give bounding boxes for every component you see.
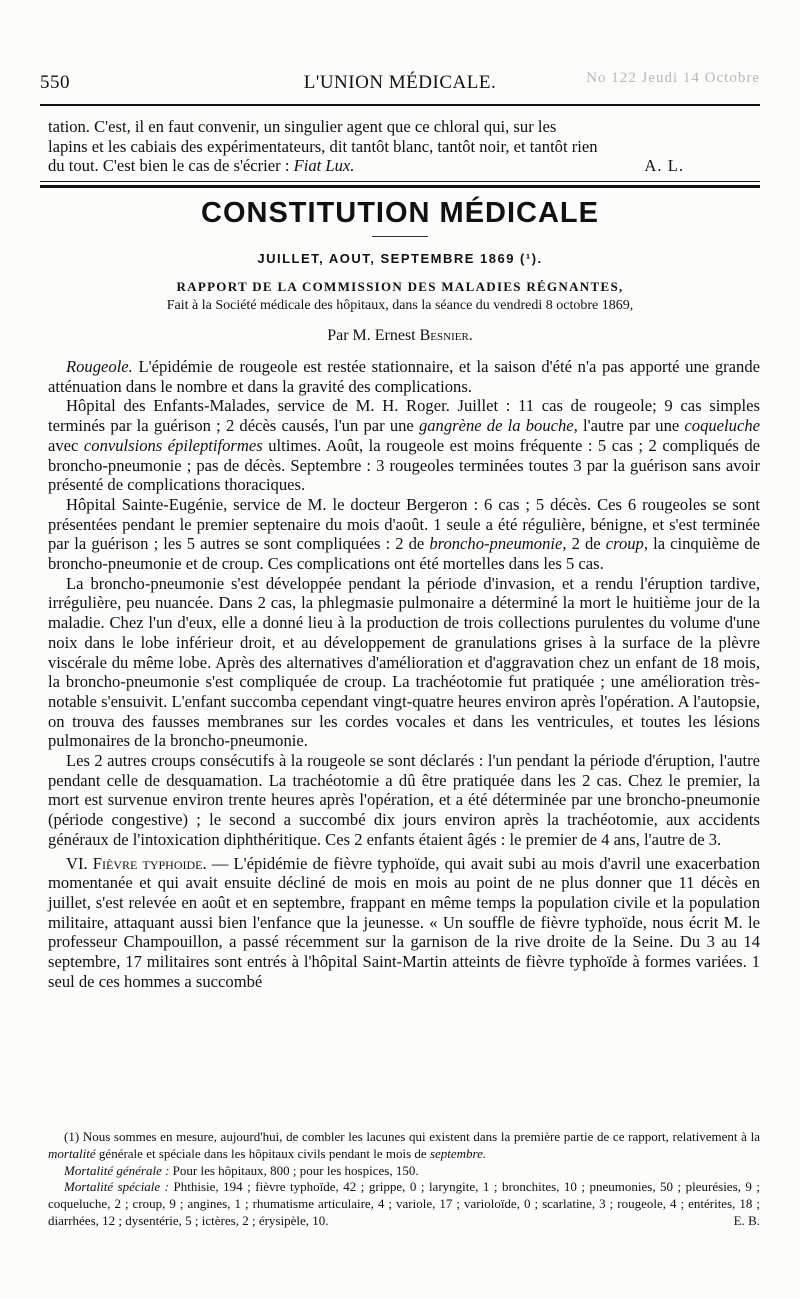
- report-title: RAPPORT DE LA COMMISSION DES MALADIES RÉGNANTES,: [176, 279, 624, 294]
- section-rule-top: [40, 181, 760, 182]
- emphasis: croup,: [605, 534, 648, 554]
- topic-fievre-typhoide: Fièvre typhoide.: [92, 853, 207, 873]
- report-venue: Fait à la Société médicale des hôpitaux, dans la séance du vendredi 8 octobre 1869,: [166, 298, 634, 313]
- page-number: 550: [40, 72, 70, 93]
- section-number: VI.: [66, 853, 93, 873]
- section-months: JUILLET, AOUT, SEPTEMBRE 1869 (¹).: [257, 251, 543, 266]
- intro-line: lapins et les cabiais des expérimentateurs, dit tantôt blanc, tantôt noir, et tantôt rien: [48, 136, 598, 156]
- paragraph-fievre-typhoide: [48, 854, 760, 992]
- emphasis: broncho-pneumonie,: [429, 534, 567, 554]
- intro-block: [48, 117, 760, 176]
- emphasis: Mortalité spéciale :: [64, 1179, 170, 1195]
- paragraph-rougeole: [48, 357, 760, 396]
- paragraph-text: Hôpital Sainte-Eugénie, service de M. le docteur Bergeron : 6 cas ; 5 décès. Ces 6 rougeoles se sont présentées pendant le premier septenaire du mois d'août. 1 seule a été régulière, bénigne, et s'est terminée par la guérison ; les 5 autres se sont compliquées : 2 de: [48, 494, 760, 554]
- footnotes: [48, 1129, 760, 1230]
- title-underline: [372, 236, 428, 237]
- footnote-signature: E. B.: [733, 1212, 760, 1228]
- header-rule: [40, 104, 760, 106]
- section-rule-bottom: [40, 185, 760, 188]
- emphasis: coqueluche: [684, 416, 760, 436]
- topic-rougeole: Rougeole.: [66, 357, 133, 376]
- footnote-text: Phthisie, 194 ; fièvre typhoïde, 42 ; grippe, 0 ; laryngite, 1 ; bronchites, 10 ; pneumonies, 50 ; pleurésies, 9 ; coqueluche, 2 ; croup, 9 ; angines, 1 ; rhumatisme articulaire, 4 ; variole, 17 ; varioloïde, 0 ; scarlatine, 3 ; rougeole, 4 ; entérites, 18 ; diarrhées, 12 ; dysentérie, 5 ; ictères, 2 ; érysipèle, 10.: [48, 1179, 760, 1228]
- emphasis: gangrène de la bouche,: [418, 416, 578, 436]
- emphasis: mortalité: [48, 1145, 96, 1161]
- emphasis: septembre.: [429, 1145, 487, 1161]
- paragraph-enfants-malades: [48, 396, 760, 495]
- paragraph-text: Hôpital des Enfants-Malades, service de M. H. Roger. Juillet : 11 cas de rougeole; 9 cas simples terminés par la guérison ; 2 décès causés, l'un par une: [48, 396, 760, 436]
- bleed-through-text: No 122 Jeudi 14 Octobre: [586, 70, 760, 86]
- paragraph-broncho-pneumonie: La broncho-pneumonie s'est développée pendant la période d'invasion, et a rendu l'éruption tardive, irrégulière, peu nuancée. Dans 2 cas, la phlegmasie pulmonaire a déterminé la mort le huitième jour de la maladie. Chez l'un d'eux, elle a donné lieu à la production de trois collections purulentes du volume d'une noix dans le lobe inférieur droit, et au développement de granulations grises à la surface de la plèvre viscérale du même lobe. Après des alternatives d'amélioration et d'aggravation chez un enfant de 18 mois, la broncho-pneumonie s'est compliquée de croup. La trachéotomie fut pratiquée ; une amélioration très-notable s'ensuivit. L'enfant succomba cependant vingt-quatre heures environ après l'opération. A l'autopsie, on trouva des fausses membranes sur les cordes vocales et dans les ventricules, et toutes les lésions pulmonaires de la broncho-pneumonie.: [48, 573, 760, 751]
- intro-line: tation. C'est, il en faut convenir, un singulier agent que ce chloral qui, sur les: [48, 117, 557, 136]
- footnote-1: [48, 1129, 760, 1163]
- paragraph-text: ultimes. Août, la rougeole est moins fréquente : 5 cas ; 2 compliqués de broncho-pneumonie ; pas de décès. Septembre : 3 rougeoles terminées toutes 3 par la guérison sans avoir présenté de complications thoraciques.: [48, 435, 761, 495]
- paragraph-sainte-eugenie: [48, 495, 760, 574]
- intro-signature: A. L.: [644, 156, 684, 176]
- paragraph-text: 2 de: [566, 534, 606, 554]
- author-name: Besnier.: [419, 327, 473, 344]
- footnote-text: (1) Nous sommes en mesure, aujourd'hui, de combler les lacunes qui existent dans la première partie de ce rapport, relativement à la: [64, 1129, 760, 1144]
- footnote-mortalite-speciale: [48, 1179, 760, 1229]
- paragraph-text: avec: [48, 435, 84, 455]
- report-author: [40, 327, 760, 345]
- intro-line: [48, 156, 760, 176]
- paragraph-text: — L'épidémie de fièvre typhoïde, qui avait subi au mois d'avril une exacerbation momentanée et qui avait ensuite décliné de mois en mois au point de ne plus donner que 11 décès en juillet, s'est relevée en août et en septembre, frappant en même temps la population civile et la population militaire, attaquant aussi bien l'enfance que la jeunesse. « Un souffle de fièvre typhoïde, nous écrit M. le professeur Champouillon, a passé récemment sur la garnison de la rive droite de la Seine. Du 3 au 14 septembre, 17 militaires sont entrés à l'hôpital Saint-Martin atteints de fièvre typhoïde à formes variées. 1 seul de ces hommes a succombé: [48, 853, 760, 991]
- footnote-text: Pour les hôpitaux, 800 ; pour les hospices, 150.: [169, 1162, 419, 1178]
- footnote-text: générale et spéciale dans les hôpitaux civils pendant le mois de: [95, 1145, 430, 1161]
- paragraph-text: L'épidémie de rougeole est restée stationnaire, et la saison d'été n'a pas apporté une grande atténuation dans le nombre et dans la gravité des complications.: [48, 357, 760, 396]
- emphasis: convulsions épileptiformes: [83, 435, 263, 455]
- intro-text: du tout. C'est bien le cas de s'écrier :: [48, 156, 294, 176]
- emphasis: Mortalité générale :: [64, 1162, 170, 1178]
- paragraph-croups: Les 2 autres croups consécutifs à la rougeole se sont déclarés : l'un pendant la période d'éruption, l'autre pendant celle de desquamation. La trachéotomie a dû être pratiquée dans les 2 cas. Chez le premier, la mort est survenue environ trente heures après l'opération, et a été déterminée par une broncho-pneumonie (période congestive) ; le second a succombé dix jours environ après la trachéotomie, aux accidents généraux de l'intoxication diphthéritique. Ces 2 enfants étaient âgés : le premier de 4 ans, l'autre de 3.: [48, 751, 760, 849]
- article-body: [48, 357, 760, 992]
- footnote-mortalite-generale: [48, 1163, 760, 1180]
- intro-emphasis: Fiat Lux.: [293, 156, 355, 176]
- section-title: CONSTITUTION MÉDICALE: [201, 197, 599, 229]
- journal-title: L'UNION MÉDICALE.: [303, 72, 497, 93]
- paragraph-text: la cinquième de broncho-pneumonie et de croup. Ces complications ont été mortelles dans les 5 cas.: [48, 534, 761, 574]
- paragraph-text: l'autre par une: [577, 416, 685, 436]
- author-prefix: Par M. Ernest: [327, 327, 420, 344]
